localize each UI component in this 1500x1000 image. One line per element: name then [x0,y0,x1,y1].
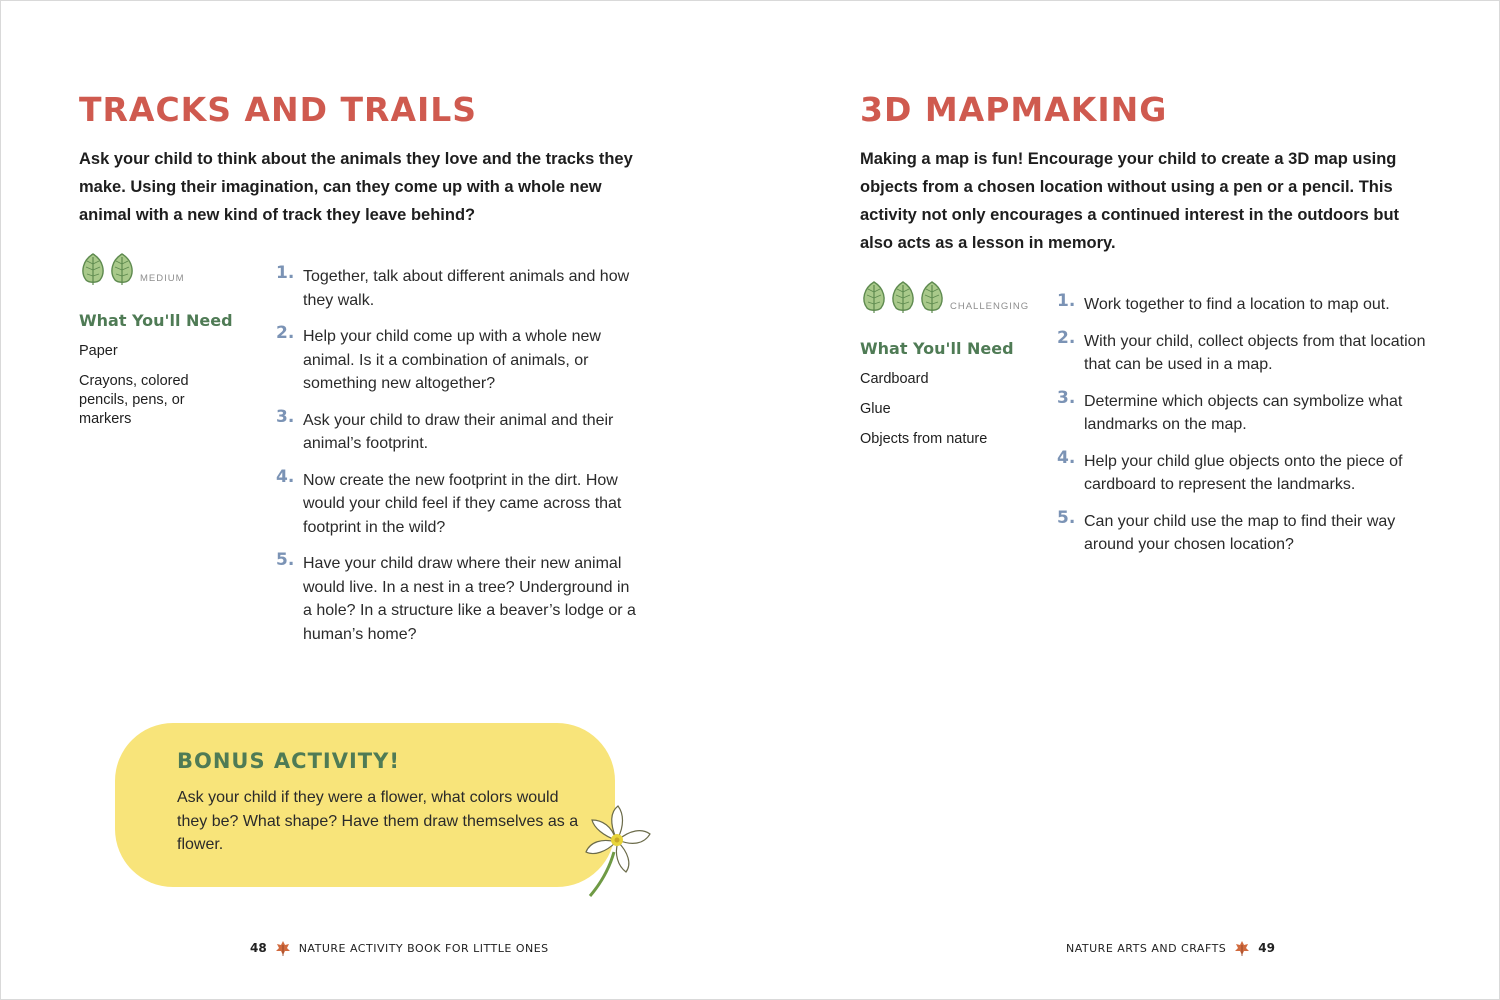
needs-heading: What You'll Need [79,311,233,330]
step-number: 5. [276,550,295,570]
step-item [1057,447,1427,497]
step-number: 2. [276,323,295,343]
step-text: Now create the new footprint in the dirt. How would your child feel if they came across that footprint in the wild? [303,471,622,536]
needs-list [79,342,194,440]
difficulty-rating [860,280,1029,314]
step-number: 3. [1057,387,1076,408]
step-item [1057,293,1427,317]
flower-icon [580,800,654,898]
needs-list [860,370,1020,460]
difficulty-rating [79,252,185,286]
leaf-icon [889,280,917,314]
bonus-title: BONUS ACTIVITY! [177,749,400,773]
leaf-icon [860,280,888,314]
leaf-icon [918,280,946,314]
page-footer [250,940,549,956]
step-number: 4. [1057,447,1076,468]
steps-list [1057,293,1427,570]
step-text: Help your child glue objects onto the piece of cardboard to represent the landmarks. [1084,452,1403,493]
needs-item: Crayons, colored pencils, pens, or markers [79,373,189,427]
page-number: 48 [250,941,267,955]
step-number: 1. [1057,291,1076,311]
step-item [276,406,642,456]
step-text: Help your child come up with a whole new animal. Is it a combination of animals, or something new altogether? [303,328,601,392]
difficulty-label: MEDIUM [140,273,185,284]
step-text: Determine which objects can symbolize what landmarks on the map. [1084,392,1403,433]
right-page [750,0,1500,1000]
autumn-leaf-icon [275,940,291,956]
needs-item: Paper [79,343,118,359]
step-item [276,325,642,396]
steps-list [276,265,642,659]
step-item [1057,507,1427,557]
running-footer-text: NATURE ACTIVITY BOOK FOR LITTLE ONES [298,941,549,955]
step-text: Work together to find a location to map out. [1084,296,1390,313]
step-text: Ask your child to draw their animal and their animal’s footprint. [303,411,614,452]
page-title: TRACKS AND TRAILS [79,90,478,129]
step-number: 4. [276,466,295,487]
step-text: Together, talk about different animals and how they walk. [303,268,630,309]
page-number: 49 [1258,941,1275,955]
step-item [276,265,642,312]
leaf-icon [108,252,136,286]
step-number: 3. [276,406,295,427]
needs-heading: What You'll Need [860,339,1014,358]
intro-paragraph: Ask your child to think about the animals they love and the tracks they make. Using their imagination, can they come up with a whole new animal with a new kind of track they leave behind? [79,150,633,224]
step-item [1057,387,1427,437]
intro-paragraph: Making a map is fun! Encourage your child to create a 3D map using objects from a chosen location without using a pen or a pencil. This activity not only encourages a continued interest in the outdoors but also acts as a lesson in memory. [860,150,1400,252]
needs-item: Objects from nature [860,431,988,447]
step-number: 1. [276,263,295,283]
bonus-text: Ask your child if they were a flower, what colors would they be? What shape? Have them draw themselves as a flower. [177,789,579,853]
step-item [276,552,642,646]
step-number: 5. [1057,507,1076,528]
step-item [276,466,642,540]
bonus-activity-box [115,723,615,887]
step-text: Have your child draw where their new animal would live. In a nest in a tree? Underground in a hole? In a structure like a beaver’s lodge or a human’s home? [303,555,636,643]
difficulty-label: CHALLENGING [950,301,1030,312]
step-number: 2. [1057,327,1076,348]
page-title: 3D MAPMAKING [860,90,1168,129]
needs-item: Glue [860,401,891,417]
autumn-leaf-icon [1234,940,1250,956]
leaf-icon [79,252,107,286]
needs-item: Cardboard [860,371,929,387]
page-footer [1066,940,1275,956]
step-text: Can your child use the map to find their way around your chosen location? [1084,512,1396,553]
step-text: With your child, collect objects from that location that can be used in a map. [1084,332,1426,373]
running-footer-text: NATURE ARTS AND CRAFTS [1066,941,1227,955]
step-item [1057,327,1427,377]
